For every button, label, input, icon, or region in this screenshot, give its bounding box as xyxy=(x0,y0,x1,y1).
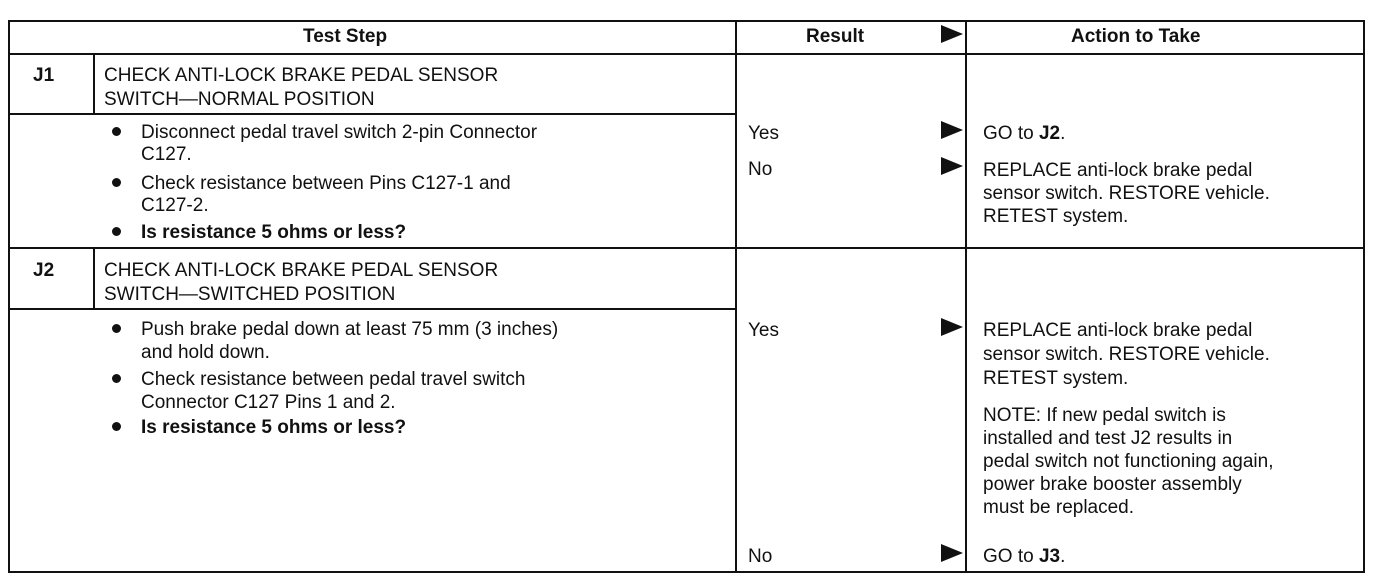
step-id-j1: J1 xyxy=(33,65,55,86)
header-test-step: Test Step xyxy=(303,26,388,47)
table-bottom-border xyxy=(8,571,1365,573)
j1-bullet1-line2: C127. xyxy=(141,144,192,165)
j2-bullet3-line1: Is resistance 5 ohms or less? xyxy=(141,417,407,438)
id-divider-j1 xyxy=(93,53,95,115)
table-left-border xyxy=(8,20,10,573)
j1-action-no-line3: RETEST system. xyxy=(983,206,1129,227)
bullet-icon xyxy=(112,127,121,136)
j2-action-yes-line1: REPLACE anti-lock brake pedal xyxy=(983,320,1253,341)
header-action: Action to Take xyxy=(1071,26,1201,47)
column-divider-result xyxy=(965,20,967,573)
row-divider-j2-title xyxy=(8,308,737,310)
j1-bullet1-line1: Disconnect pedal travel switch 2-pin Connector xyxy=(141,122,538,143)
result-arrow-icon xyxy=(941,544,963,562)
j2-bullet2-line1: Check resistance between pedal travel switch xyxy=(141,369,526,390)
step-id-j2: J2 xyxy=(33,260,55,281)
header-divider xyxy=(8,53,1365,55)
result-arrow-icon xyxy=(941,121,963,139)
header-result: Result xyxy=(806,26,865,47)
id-divider-j2 xyxy=(93,247,95,310)
j2-note-line5: must be replaced. xyxy=(983,497,1135,518)
column-divider-step xyxy=(735,20,737,573)
bullet-icon xyxy=(112,227,121,236)
j1-action-yes: GO to J2. xyxy=(983,123,1066,144)
row-divider-j1-title xyxy=(8,113,737,115)
j2-bullet1-line1: Push brake pedal down at least 75 mm (3 inches) xyxy=(141,319,559,340)
header-arrow-icon xyxy=(941,25,963,43)
table-right-border xyxy=(1363,20,1365,573)
step-title-j1-line2: SWITCH—NORMAL POSITION xyxy=(104,89,375,110)
result-arrow-icon xyxy=(941,157,963,175)
j2-bullet2-line2: Connector C127 Pins 1 and 2. xyxy=(141,392,396,413)
j2-action-yes-line2: sensor switch. RESTORE vehicle. xyxy=(983,344,1270,365)
step-title-j1-line1: CHECK ANTI-LOCK BRAKE PEDAL SENSOR xyxy=(104,65,499,86)
bullet-icon xyxy=(112,374,121,383)
j2-result-no: No xyxy=(748,546,773,567)
j2-note-line2: installed and test J2 results in xyxy=(983,428,1233,449)
result-arrow-icon xyxy=(941,318,963,336)
j2-note-line1: NOTE: If new pedal switch is xyxy=(983,405,1226,426)
row-divider-j2 xyxy=(8,247,1365,249)
j1-result-no: No xyxy=(748,159,773,180)
bullet-icon xyxy=(112,422,121,431)
j2-result-yes: Yes xyxy=(748,320,779,341)
j1-bullet2-line1: Check resistance between Pins C127-1 and xyxy=(141,173,511,194)
step-title-j2-line2: SWITCH—SWITCHED POSITION xyxy=(104,284,396,305)
j1-action-no-line1: REPLACE anti-lock brake pedal xyxy=(983,160,1253,181)
j1-result-yes: Yes xyxy=(748,123,779,144)
j1-bullet2-line2: C127-2. xyxy=(141,195,209,216)
j1-bullet3-line1: Is resistance 5 ohms or less? xyxy=(141,222,407,243)
j2-note-line3: pedal switch not functioning again, xyxy=(983,451,1274,472)
step-title-j2-line1: CHECK ANTI-LOCK BRAKE PEDAL SENSOR xyxy=(104,260,499,281)
j2-action-yes-line3: RETEST system. xyxy=(983,368,1129,389)
j2-note-line4: power brake booster assembly xyxy=(983,474,1242,495)
j2-bullet1-line2: and hold down. xyxy=(141,342,270,363)
bullet-icon xyxy=(112,178,121,187)
j2-action-no: GO to J3. xyxy=(983,546,1066,567)
bullet-icon xyxy=(112,324,121,333)
table-top-border xyxy=(8,20,1365,22)
j1-action-no-line2: sensor switch. RESTORE vehicle. xyxy=(983,183,1270,204)
